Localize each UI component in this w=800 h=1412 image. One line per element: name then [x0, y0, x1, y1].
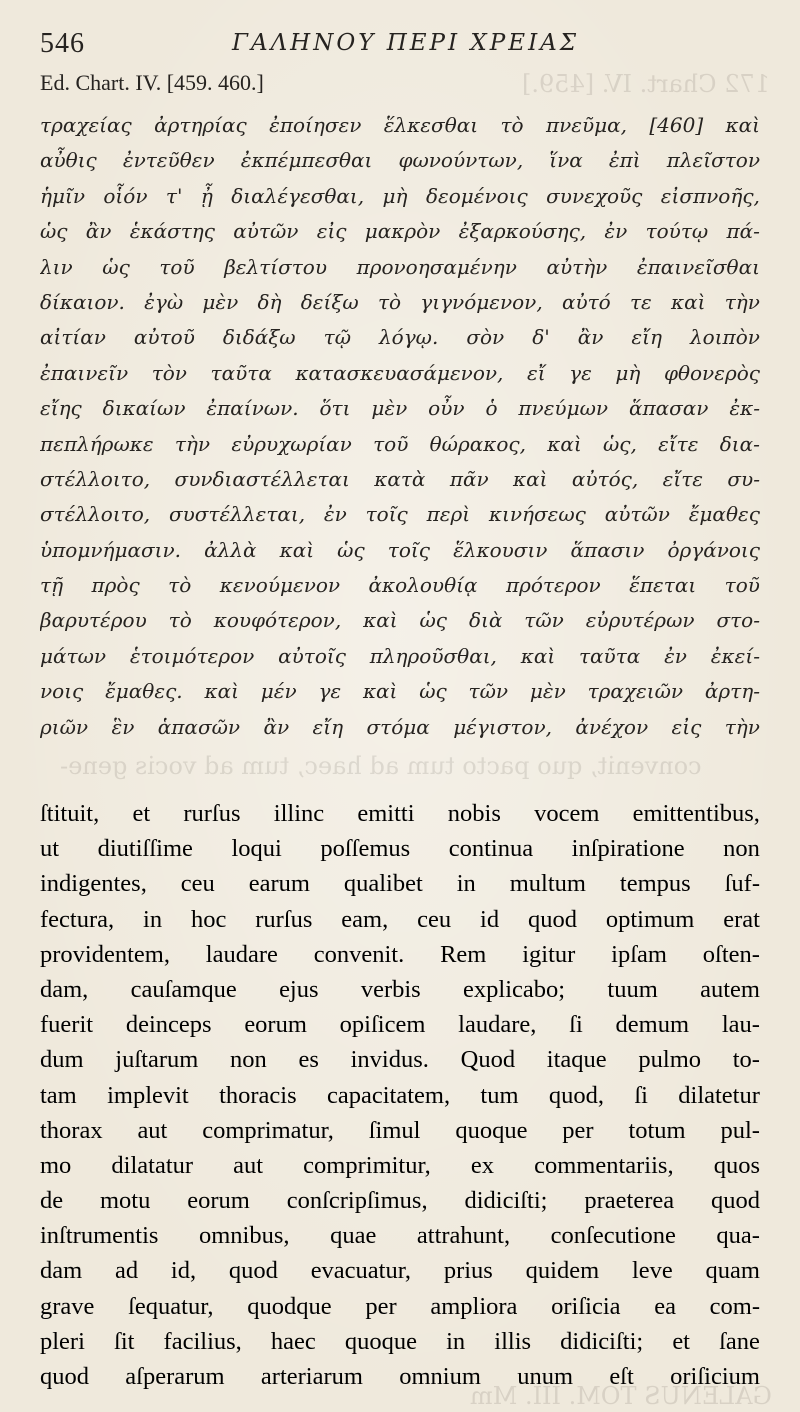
greek-text-line: τῇ πρὸς τὸ κενούμενον ἀκολουθίᾳ πρότερον ἕπεται τοῦ — [40, 573, 760, 598]
greek-text-line: αἰτίαν αὐτοῦ διδάξω τῷ λόγῳ. σὸν δ' ἂν εἴη λοιπὸν — [40, 325, 760, 350]
show-through-text-bottom: GALENUS TOM. III. Mm — [470, 1382, 772, 1410]
greek-text-line: στέλλοιτο, συστέλλεται, ἐν τοῖς περὶ κινήσεως αὐτῶν ἔμαθες — [40, 502, 760, 527]
latin-text-line: grave ſequatur, quodque per ampliora oriſicia ea com- — [40, 1292, 760, 1320]
edition-reference: Ed. Chart. IV. [459. 460.] — [40, 70, 264, 95]
latin-text-line: de motu eorum conſcripſimus, didiciſti; praeterea quod — [40, 1187, 760, 1215]
greek-text-line: λιν ὡς τοῦ βελτίστου προνοησαμένην αὐτὴν ἐπαινεῖσθαι — [40, 254, 760, 279]
greek-text-line: εἴης δικαίων ἐπαίνων. ὅτι μὲν οὖν ὁ πνεύμων ἅπασαν ἐκ- — [40, 396, 760, 421]
greek-text-line: δίκαιον. ἐγὼ μὲν δὴ δείξω τὸ γιγνόμενον, αὐτό τε καὶ τὴν — [40, 289, 760, 314]
greek-text-line: βαρυτέρου τὸ κουφότερον, καὶ ὡς διὰ τῶν εὐρυτέρων στο- — [40, 608, 760, 633]
greek-text-line: στέλλοιτο, συνδιαστέλλεται κατὰ πᾶν καὶ αὐτός, εἴτε συ- — [40, 466, 760, 491]
running-head — [40, 28, 760, 68]
latin-text-line: dam, cauſamque ejus verbis explicabo; tuum autem — [40, 975, 760, 1003]
latin-text-line: thorax aut comprimatur, ſimul quoque per totum pul- — [40, 1116, 760, 1144]
greek-text-line: ριῶν ἓν ἁπασῶν ἂν εἴη στόμα μέγιστον, ἀνέχον εἰς τὴν — [40, 714, 760, 739]
latin-text-line: dum juſtarum non es invidus. Quod itaque pulmo to- — [40, 1046, 760, 1074]
page-number: 546 — [40, 28, 85, 59]
show-through-text-middle: convenit, quo pacto tum ad haec, tum ad vocis gene- — [60, 752, 702, 780]
latin-text-line: mo dilatatur aut comprimitur, ex commentariis, quos — [40, 1151, 760, 1179]
latin-text-line: indigentes, ceu earum qualibet in multum tempus ſuf- — [40, 870, 760, 898]
latin-text-line: providentem, laudare convenit. Rem igitur ipſam oſten- — [40, 940, 760, 968]
latin-text-line: fectura, in hoc rurſus eam, ceu id quod optimum erat — [40, 905, 760, 933]
greek-text-line: ὑπομνήμασιν. ἀλλὰ καὶ ὡς τοῖς ἕλκουσιν ἅπασιν ὀργάνοις — [40, 537, 760, 562]
greek-text-line: πεπλήρωκε τὴν εὐρυχωρίαν τοῦ θώρακος, καὶ ὡς, εἴτε δια- — [40, 431, 760, 456]
latin-text-line: tam implevit thoracis capacitatem, tum quod, ſi dilatetur — [40, 1081, 760, 1109]
greek-text-line: νοις ἔμαθες. καὶ μέν γε καὶ ὡς τῶν μὲν τραχειῶν ἀρτη- — [40, 679, 760, 704]
latin-text-line: ſtituit, et rurſus illinc emitti nobis vocem emittentibus, — [40, 800, 760, 827]
greek-text-line: τραχείας ἀρτηρίας ἐποίησεν ἕλκεσθαι τὸ πνεῦμα, [460] καὶ — [40, 113, 760, 137]
latin-text-line: quod aſperarum arteriarum omnium unum eſt oriſicium — [40, 1363, 760, 1390]
greek-text-block — [40, 108, 760, 745]
latin-text-line: dam ad id, quod evacuatur, prius quidem leve quam — [40, 1257, 760, 1285]
greek-text-line: ὡς ἂν ἑκάστης αὐτῶν εἰς μακρὸν ἐξαρκούσης, ἐν τούτῳ πά- — [40, 219, 760, 244]
latin-text-line: pleri ſit facilius, haec quoque in illis didiciſti; et ſane — [40, 1327, 760, 1355]
greek-text-line: μάτων ἑτοιμότερον αὐτοῖς πληροῦσθαι, καὶ ταῦτα ἐν ἐκεί- — [40, 643, 760, 668]
latin-text-line: ut diutiſſime loqui poſſemus continua inſpiratione non — [40, 835, 760, 863]
greek-text-line: ἡμῖν οἷόν τ' ᾖ διαλέγεσθαι, μὴ δεομένοις συνεχοῦς εἰσπνοῆς, — [40, 183, 760, 208]
latin-text-line: inſtrumentis omnibus, quae attrahunt, conſecutione qua- — [40, 1222, 760, 1250]
show-through-text-top: 172 Chart. IV. [459.] — [522, 70, 770, 98]
running-title: ΓΑΛΗΝΟΥ ΠΕΡΙ ΧΡΕΙΑΣ — [232, 30, 580, 56]
latin-text-line: fuerit deinceps eorum opiſicem laudare, ſi demum lau- — [40, 1011, 760, 1039]
greek-text-line: αὖθις ἐντεῦθεν ἐκπέμπεσθαι φωνούντων, ἵνα ἐπὶ πλεῖστον — [40, 148, 760, 173]
greek-text-line: ἐπαινεῖν τὸν ταῦτα κατασκευασάμενον, εἴ γε μὴ φθονερὸς — [40, 360, 760, 385]
latin-text-block — [40, 796, 760, 1394]
